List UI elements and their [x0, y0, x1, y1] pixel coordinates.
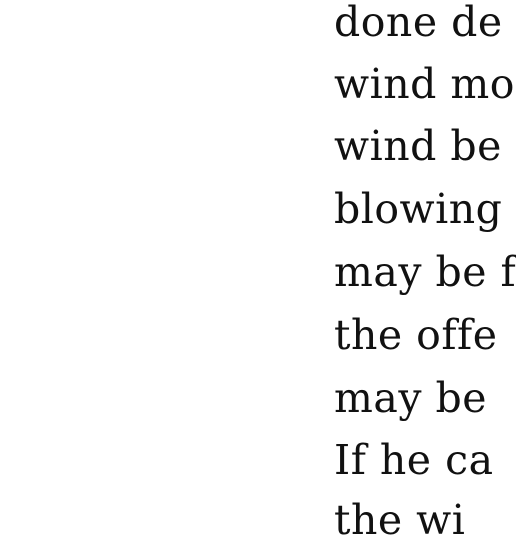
text-line-9: the wi [334, 496, 466, 544]
text-line-1: done de [334, 0, 503, 46]
text-line-5: may be f [334, 248, 516, 296]
text-line-7: may be [334, 374, 488, 422]
text-line-2: wind mo [334, 60, 515, 108]
text-line-3: wind be [334, 122, 502, 170]
text-line-8: If he ca [334, 436, 494, 484]
text-column [334, 0, 516, 544]
text-line-4: blowing [334, 185, 503, 233]
text-line-6: the offe [334, 311, 498, 359]
